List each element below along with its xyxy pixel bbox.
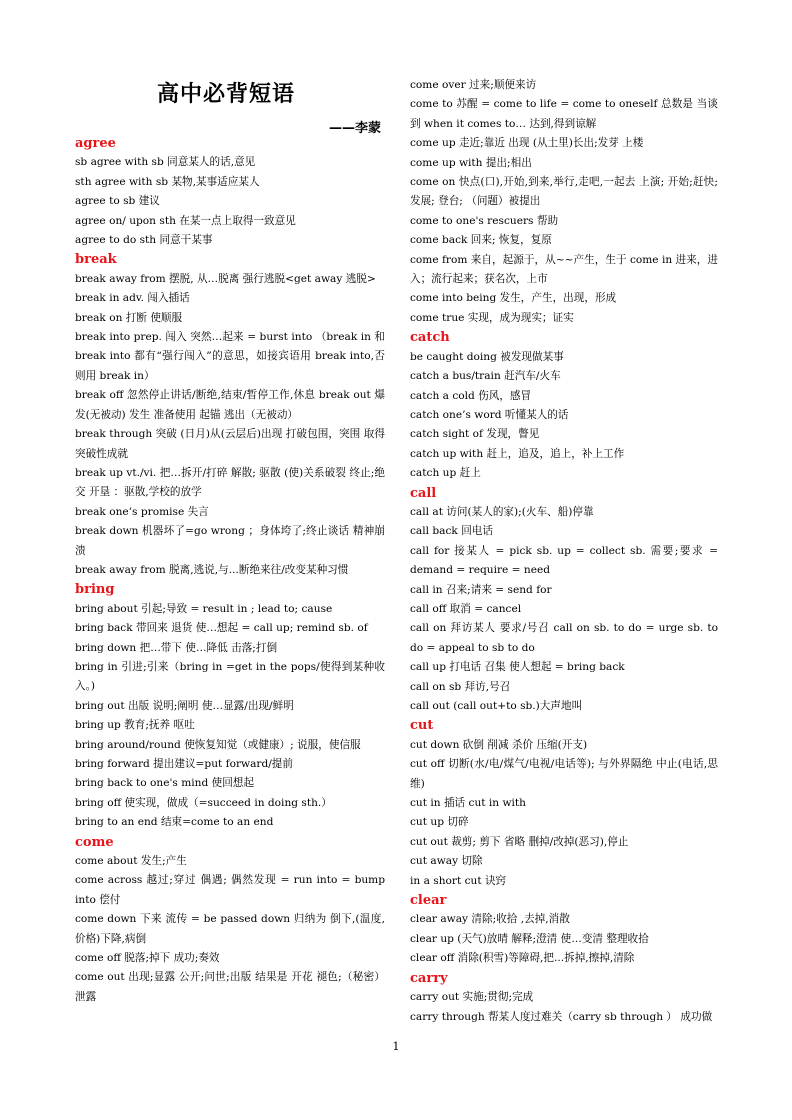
phrase-entry: cut up 切碎 [410, 816, 469, 829]
section-heading: catch [410, 330, 450, 346]
phrase-entry: call out (call out+to sb.)大声地叫 [410, 700, 583, 712]
phrase-entry: come on 快点(口),开始,到来,举行,走吧,一起去 上演; 开始;赶快; 发展; 登台; （问题）被提出 [410, 176, 718, 208]
phrase-entry: bring down 把…带下 使…降低 击落;打倒 [75, 641, 278, 654]
phrase-entry: come about 发生;产生 [75, 855, 187, 868]
phrase-entry: in a short cut 诀窍 [410, 874, 507, 887]
left-phrase-list [75, 134, 385, 1007]
phrase-entry: come across 越过;穿过 偶遇; 偶然发现 = run into = bump into 偿付 [75, 874, 385, 906]
phrase-entry: be caught doing 被发现做某事 [410, 350, 564, 363]
phrase-entry: agree on/ upon sth 在某一点上取得一致意见 [75, 214, 296, 227]
phrase-entry: call at 访问(某人的家);(火车、船)停靠 [410, 505, 594, 518]
phrase-entry: break through 突破 (日月)从(云层后)出现 打破包围，突围 取得突破性成就 [75, 428, 385, 460]
phrase-entry: call for 接某人 = pick sb. up = collect sb. 需要;要求 = demand = require = need [410, 544, 718, 577]
phrase-entry: come from 来自，起源于，从~~产生，生于 come in 进来，进入；流行起来；获名次，上市 [410, 253, 718, 286]
phrase-entry: sb agree with sb 同意某人的话,意见 [75, 156, 256, 169]
phrase-entry: bring back 带回来 退货 使…想起 = call up; remind sb. of [75, 622, 368, 635]
phrase-entry: bring around/round 使恢复知觉（或健康）; 说服，使信服 [75, 738, 361, 751]
phrase-entry: call in 召来;请来 = send for [410, 583, 552, 596]
phrase-entry: come to one's rescuers 帮助 [410, 214, 559, 227]
section-heading: bring [75, 582, 115, 598]
right-column [410, 76, 718, 1027]
title-block [75, 76, 385, 134]
phrase-entry: cut out 裁剪; 剪下 省略 删掉/改掉(恶习),停止 [410, 835, 629, 848]
phrase-entry: cut down 砍倒 削减 杀价 压缩(开支) [410, 738, 588, 751]
phrase-entry: bring forward 提出建议=put forward/提前 [75, 758, 293, 770]
left-column [75, 76, 385, 1007]
phrase-entry: come off 脱落;掉下 成功;奏效 [75, 952, 220, 965]
phrase-entry: call on sb 拜访,号召 [410, 680, 511, 693]
phrase-entry: bring off 使实现，做成（=succeed in doing sth.） [75, 796, 332, 809]
right-phrase-list [410, 76, 718, 1027]
phrase-entry: break on 打断 使顺服 [75, 311, 183, 324]
phrase-entry: come back 回来; 恢复，复原 [410, 234, 552, 247]
phrase-entry: break away from 脱离,逃说,与...断绝来往/改变某种习惯 [75, 563, 349, 576]
phrase-entry: cut off 切断(水/电/煤气/电视/电话等); 与外界隔绝 中止(电话,思维) [410, 758, 718, 790]
phrase-entry: clear off 消除(积雪)等障碍,把...拆掉,擦掉,清除 [410, 952, 635, 965]
phrase-entry: call off 取消 = cancel [410, 602, 522, 615]
section-heading: cut [410, 718, 434, 734]
phrase-entry: break away from 摆脱, 从…脱离 强行逃脱<get away 逃脱> [75, 272, 376, 285]
phrase-entry: clear up (天气)放晴 解释;澄清 使…变清 整理收拾 [410, 932, 649, 945]
phrase-entry: bring back to one's mind 使回想起 [75, 777, 254, 790]
page-title: 高中必背短语 [157, 82, 296, 107]
phrase-entry: agree to do sth 同意干某事 [75, 234, 213, 247]
phrase-entry: break up vt./vi. 把…拆开/打碎 解散; 驱散 (使)关系破裂 终止;绝交 开垦 ：驱散,学校的放学 [75, 466, 385, 499]
phrase-entry: bring about 引起;导致 = result in ; lead to; cause [75, 602, 333, 615]
phrase-entry: come into being 发生，产生，出现，形成 [410, 292, 617, 305]
section-heading: come [75, 834, 114, 850]
phrase-entry: come up 走近;靠近 出现 (从土里)长出;发芽 上楼 [410, 137, 644, 150]
phrase-entry: carry through 帮某人度过难关（carry sb through ） 成功做 [410, 1010, 713, 1023]
phrase-entry: bring to an end 结束=come to an end [75, 816, 274, 829]
phrase-entry: come up with 提出;相出 [410, 156, 532, 169]
phrase-entry: sth agree with sb 某物,某事适应某人 [75, 175, 260, 188]
phrase-entry: come out 出现;显露 公开;问世;出版 结果是 开花 褪色;（秘密）泄露 [75, 971, 385, 1003]
phrase-entry: come over 过来;顺便来访 [410, 79, 537, 91]
phrase-entry: come true 实现，成为现实；证实 [410, 311, 574, 324]
phrase-entry: cut in 插话 cut in with [410, 797, 527, 810]
section-heading: clear [410, 893, 447, 909]
phrase-entry: bring up 教育;抚养 呕吐 [75, 719, 195, 732]
phrase-entry: bring out 出版 说明;阐明 使…显露/出现/鲜明 [75, 699, 294, 712]
phrase-entry: break in adv. 闯入插话 [75, 292, 190, 305]
section-heading: break [75, 252, 117, 268]
phrase-entry: cut away 切除 [410, 855, 483, 868]
section-heading: carry [410, 970, 448, 986]
phrase-entry: clear away 清除;收拾 ,去掉,消散 [410, 913, 570, 926]
phrase-entry: catch up 赶上 [410, 467, 481, 480]
phrase-entry: catch up with 赶上，追及，追上，补上工作 [410, 447, 625, 460]
phrase-entry: bring in 引进;引来（bring in =get in the pops/使得到某种收入。) [75, 660, 385, 693]
phrase-entry: come down 下来 流传 = be passed down 归纳为 倒下,(温度,价格)下降,病倒 [75, 913, 385, 945]
phrase-entry: catch a bus/train 赶汽车/火车 [410, 370, 561, 383]
phrase-entry: call back 回电话 [410, 525, 493, 538]
phrase-entry: come to 苏醒 = come to life = come to oneself 总数是 当谈到 when it comes to… 达到,得到谅解 [410, 98, 718, 130]
phrase-entry: call up 打电话 召集 使人想起 = bring back [410, 661, 625, 674]
page-number: 1 [392, 1040, 400, 1053]
phrase-entry: break one’s promise 失言 [75, 505, 209, 518]
phrase-entry: call on 拜访某人 要求/号召 call on sb. to do = urge sb. to do = appeal to sb to do [410, 622, 718, 654]
phrase-entry: break down 机器坏了=go wrong ；身体垮了;终止谈话 精神崩溃 [75, 525, 385, 557]
phrase-entry: break off 忽然停止讲话/断绝,结束/暂停工作,休息 break out 爆发(无被动) 发生 准备使用 起锚 逃出（无被动） [75, 389, 385, 421]
phrase-entry: agree to sb 建议 [75, 195, 160, 208]
author-line: ——李蒙 [328, 121, 381, 136]
phrase-entry: catch a cold 伤风，感冒 [410, 389, 532, 402]
phrase-entry: carry out 实施;贯彻;完成 [410, 991, 534, 1004]
section-heading: call [410, 485, 437, 501]
section-heading: agree [75, 136, 116, 151]
phrase-entry: catch sight of 发现，瞥见 [410, 428, 540, 441]
phrase-entry: catch one’s word 听懂某人的话 [410, 408, 569, 421]
phrase-entry: break into prep. 闯入 突然…起来 = burst into （break in 和 break into 都有“强行闯入”的意思，如接宾语用 break into,否则用 break in） [75, 331, 385, 382]
